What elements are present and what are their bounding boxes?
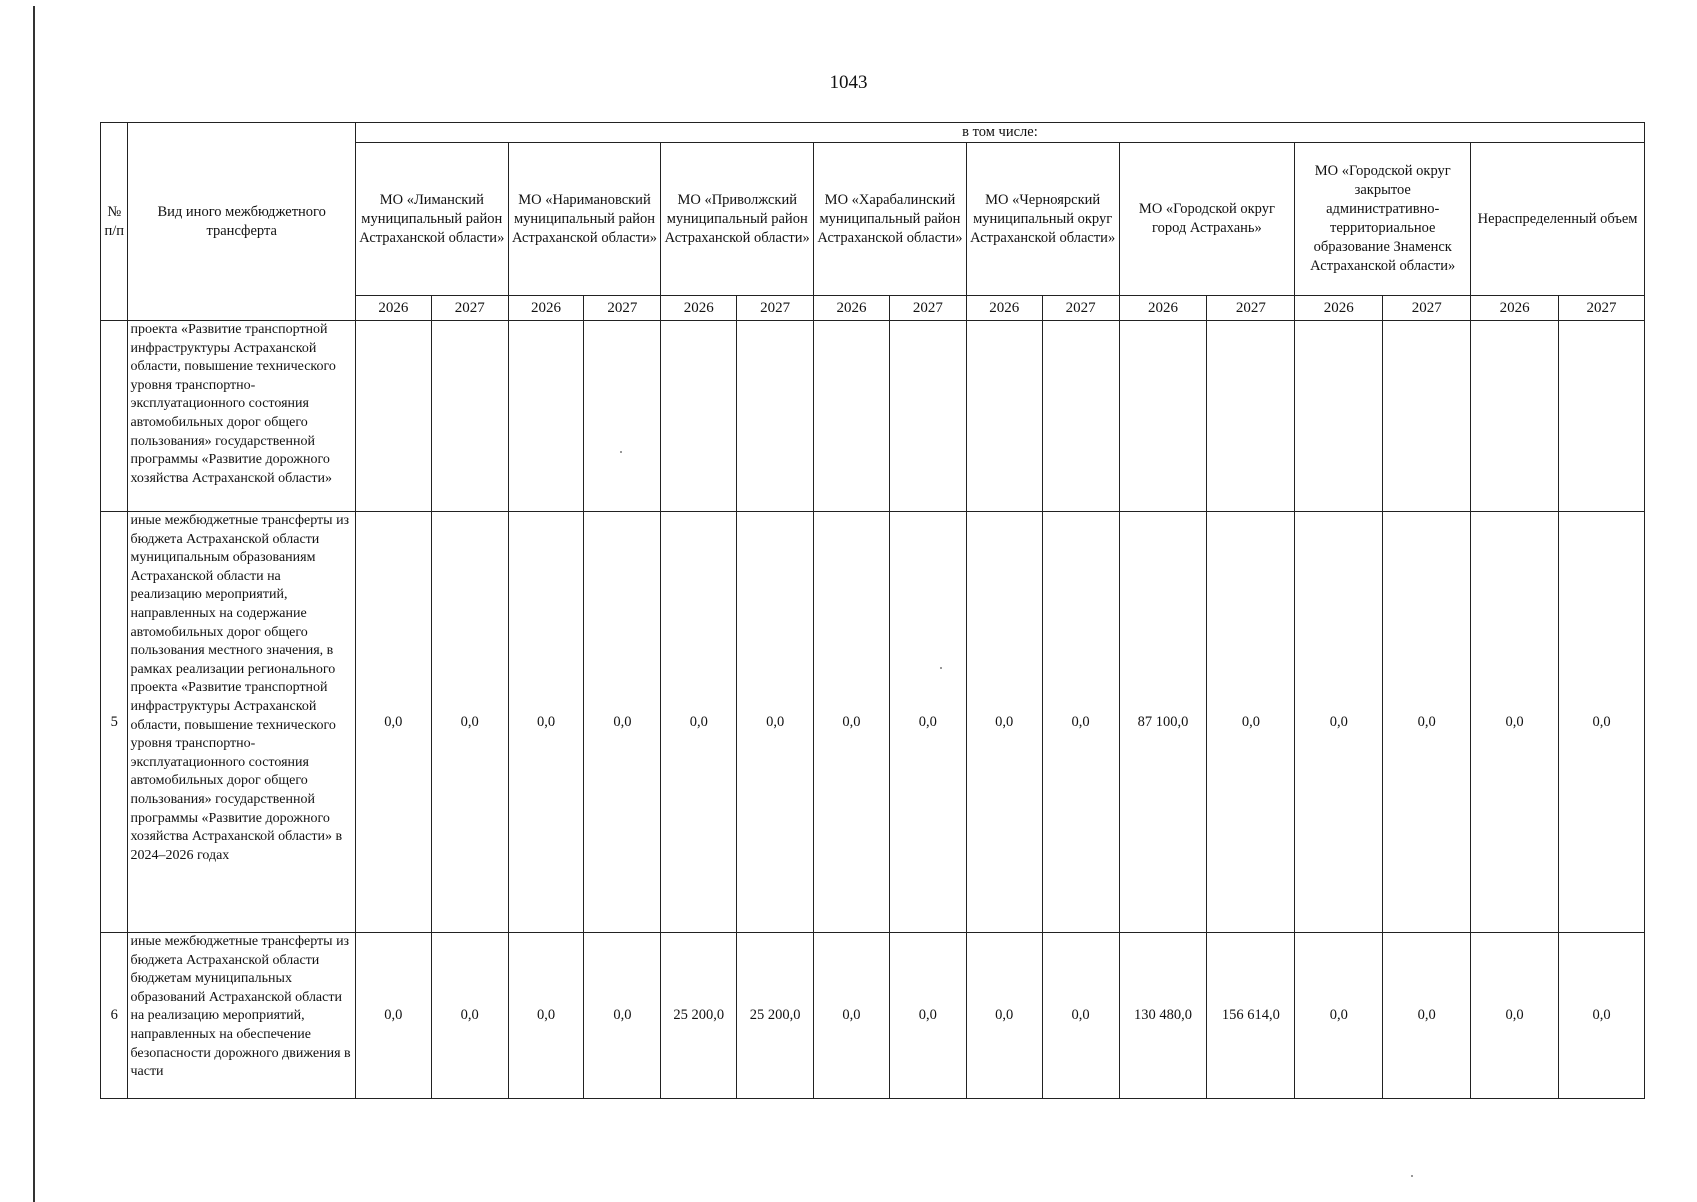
value-cell: 25 200,0 [661, 933, 737, 1099]
value-cell: 0,0 [1295, 512, 1383, 933]
value-cell: 0,0 [1471, 933, 1559, 1099]
year-header: 2026 [1295, 296, 1383, 321]
value-cell: 0,0 [966, 933, 1042, 1099]
municipality-header-kharabalinsky: МО «Харабалинский муниципальный район Астраханской области» [814, 143, 967, 296]
value-cell: 0,0 [1207, 512, 1295, 933]
value-cell: 0,0 [508, 512, 584, 933]
value-cell: 0,0 [889, 933, 966, 1099]
value-cell: 130 480,0 [1119, 933, 1207, 1099]
value-cell [1119, 321, 1207, 512]
value-cell [431, 321, 508, 512]
value-cell: 0,0 [1042, 933, 1119, 1099]
value-cell [1295, 321, 1383, 512]
municipality-header-unallocated: Нераспределенный объем [1471, 143, 1645, 296]
scan-speck [1411, 1175, 1413, 1177]
row-description: проекта «Развитие транспортной инфраструктуры Астраханской области, повышение технического уровня транспортно-эксплуатационного состояния автомобильных дорог общего пользования» государственной программы «Развитие дорожного хозяйства Астраханской области» [128, 321, 355, 512]
value-cell [508, 321, 584, 512]
year-header: 2026 [661, 296, 737, 321]
value-cell: 0,0 [889, 512, 966, 933]
value-cell: 0,0 [1559, 933, 1645, 1099]
value-cell [1042, 321, 1119, 512]
municipality-header-znamensk: МО «Городской округ закрытое административно-территориальное образование Знаменск Астраханской области» [1295, 143, 1471, 296]
year-header: 2027 [737, 296, 814, 321]
value-cell [737, 321, 814, 512]
group-header: в том числе: [355, 123, 1644, 143]
year-header: 2027 [1207, 296, 1295, 321]
value-cell: 156 614,0 [1207, 933, 1295, 1099]
value-cell: 0,0 [661, 512, 737, 933]
value-cell: 0,0 [814, 933, 890, 1099]
row-number: 6 [101, 933, 128, 1099]
row-description: иные межбюджетные трансферты из бюджета Астраханской области муниципальным образованиям Астраханской области на реализацию мероприятий, направленных на содержание автомобильных дорог общего пользования местного значения, в рамках реализации регионального проекта «Развитие транспортной инфраструктуры Астраханской области, повышение технического уровня транспортно-эксплуатационного состояния автомобильных дорог общего пользования» государственной программы «Развитие дорожного хозяйства Астраханской области» в 2024–2026 годах [128, 512, 355, 933]
page-number: 1043 [829, 72, 868, 93]
municipality-header-limansky: МО «Лиманский муниципальный район Астраханской области» [355, 143, 508, 296]
binding-line [33, 6, 35, 1202]
year-header: 2027 [431, 296, 508, 321]
value-cell [661, 321, 737, 512]
table-row [101, 321, 1645, 512]
value-cell: 87 100,0 [1119, 512, 1207, 933]
table-row [101, 512, 1645, 933]
value-cell [1471, 321, 1559, 512]
value-cell: 0,0 [1471, 512, 1559, 933]
year-header: 2026 [814, 296, 890, 321]
value-cell [889, 321, 966, 512]
year-header: 2027 [1383, 296, 1471, 321]
municipality-header-chernoyarsky: МО «Черноярский муниципальный округ Астраханской области» [966, 143, 1119, 296]
value-cell: 0,0 [355, 933, 431, 1099]
value-cell: 0,0 [584, 933, 661, 1099]
value-cell: 0,0 [1383, 933, 1471, 1099]
municipality-header-narimanovsky: МО «Наримановский муниципальный район Астраханской области» [508, 143, 661, 296]
municipality-header-privolzhsky: МО «Приволжский муниципальный район Астраханской области» [661, 143, 814, 296]
value-cell: 0,0 [431, 933, 508, 1099]
value-cell [966, 321, 1042, 512]
value-cell: 0,0 [1383, 512, 1471, 933]
table-row [101, 933, 1645, 1099]
municipality-header-astrakhan-city: МО «Городской округ город Астрахань» [1119, 143, 1295, 296]
value-cell: 0,0 [1042, 512, 1119, 933]
value-cell: 0,0 [1295, 933, 1383, 1099]
value-cell: 0,0 [584, 512, 661, 933]
value-cell: 25 200,0 [737, 933, 814, 1099]
year-header: 2027 [889, 296, 966, 321]
value-cell: 0,0 [355, 512, 431, 933]
year-header: 2027 [584, 296, 661, 321]
value-cell: 0,0 [431, 512, 508, 933]
value-cell [1207, 321, 1295, 512]
year-header: 2026 [1471, 296, 1559, 321]
year-header: 2027 [1559, 296, 1645, 321]
scan-speck [940, 667, 942, 669]
value-cell: 0,0 [508, 933, 584, 1099]
value-cell [584, 321, 661, 512]
value-cell [1559, 321, 1645, 512]
value-cell: 0,0 [966, 512, 1042, 933]
value-cell: 0,0 [1559, 512, 1645, 933]
value-cell [355, 321, 431, 512]
budget-table [100, 122, 1645, 1099]
value-cell [814, 321, 890, 512]
year-header: 2026 [355, 296, 431, 321]
year-header: 2026 [1119, 296, 1207, 321]
value-cell: 0,0 [737, 512, 814, 933]
year-header: 2027 [1042, 296, 1119, 321]
scan-speck [620, 451, 622, 453]
row-description: иные межбюджетные трансферты из бюджета Астраханской области бюджетам муниципальных образований Астраханской области на реализацию мероприятий, направленных на обеспечение безопасности дорожного движения в части [128, 933, 355, 1099]
value-cell: 0,0 [814, 512, 890, 933]
row-number [101, 321, 128, 512]
column-header-number: № п/п [101, 123, 128, 321]
column-header-transfer-type: Вид иного межбюджетного трансферта [128, 123, 355, 321]
year-header: 2026 [508, 296, 584, 321]
value-cell [1383, 321, 1471, 512]
row-number: 5 [101, 512, 128, 933]
year-header: 2026 [966, 296, 1042, 321]
